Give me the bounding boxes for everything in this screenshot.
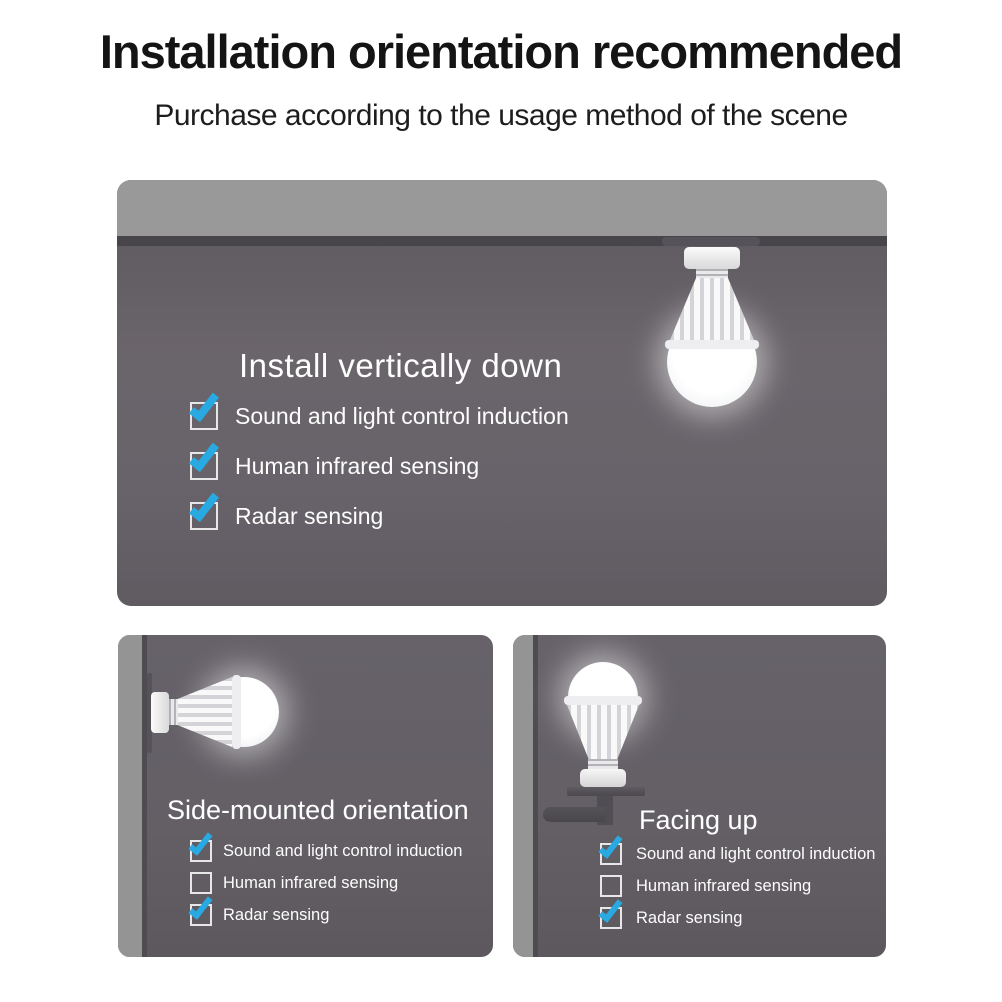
checkmark-icon	[188, 829, 212, 855]
panel-title: Facing up	[639, 805, 758, 835]
checklist-label: Sound and light control induction	[235, 402, 569, 429]
bulb-rim	[665, 340, 759, 349]
checklist-label: Sound and light control induction	[636, 844, 876, 863]
panel-install-vertically-down	[117, 180, 887, 606]
checklist-label: Radar sensing	[223, 905, 330, 924]
page-title: Installation orientation recommended	[99, 25, 903, 78]
bulb-rim	[564, 696, 642, 705]
checklist-item	[600, 843, 875, 865]
bulb-rim	[232, 675, 241, 749]
bulb-hanging-down-illustration	[665, 247, 759, 407]
checkbox	[190, 904, 212, 926]
checklist-label: Sound and light control induction	[223, 841, 463, 860]
wall-surface	[118, 635, 142, 957]
mount-rail	[662, 237, 760, 246]
checkbox	[600, 907, 622, 929]
bulb-screw-collar	[696, 269, 728, 278]
checkmark-icon	[188, 893, 212, 919]
wall-edge-shadow	[533, 635, 538, 957]
bulb-socket	[580, 769, 626, 787]
table-foot	[543, 807, 605, 822]
checklist-item	[190, 872, 462, 894]
checklist-label: Human infrared sensing	[636, 876, 812, 895]
checklist-label: Radar sensing	[636, 908, 743, 927]
page-subtitle: Purchase according to the usage method of the scene	[154, 99, 848, 132]
bulb-socket	[151, 692, 169, 733]
checklist-item	[190, 402, 569, 430]
checklist-item	[190, 904, 462, 926]
bulb-ribbed-body	[567, 705, 639, 759]
checklist-item	[190, 502, 569, 530]
bulb-screw-collar	[588, 759, 618, 769]
checklist-item	[190, 840, 462, 862]
checklist-label: Human infrared sensing	[223, 873, 399, 892]
bulb-socket	[684, 247, 740, 269]
bulb-screw-collar	[169, 699, 178, 725]
checklist-item	[190, 452, 569, 480]
checkmark-icon	[598, 832, 622, 858]
checkmark-icon	[189, 489, 219, 522]
checklist-label: Radar sensing	[235, 502, 384, 529]
checkbox	[190, 872, 212, 894]
wall-surface	[513, 635, 533, 957]
bulb-ribbed-body	[178, 677, 232, 747]
table-shelf	[567, 787, 645, 796]
checklist-item	[600, 875, 875, 897]
ceiling-shadow	[117, 236, 887, 246]
checkbox	[190, 502, 218, 530]
panel-facing-up	[513, 635, 886, 957]
bulb-facing-up-illustration	[564, 662, 642, 787]
checkbox	[190, 840, 212, 862]
checklist-label: Human infrared sensing	[235, 452, 480, 479]
ceiling-surface	[117, 180, 887, 236]
bulb-ribbed-body	[670, 278, 754, 340]
checklist-item	[600, 907, 875, 929]
checklist	[190, 402, 569, 530]
panel-title: Install vertically down	[239, 347, 563, 384]
checkmark-icon	[189, 439, 219, 472]
checkbox	[190, 452, 218, 480]
panel-title: Side-mounted orientation	[167, 795, 469, 825]
checkmark-icon	[189, 389, 219, 422]
checkmark-icon	[598, 896, 622, 922]
panel-side-mounted	[118, 635, 493, 957]
bulb-side-mounted-illustration	[151, 672, 279, 752]
checklist	[600, 843, 875, 929]
checkbox	[600, 843, 622, 865]
checkbox	[190, 402, 218, 430]
checklist	[190, 840, 462, 926]
checkbox	[600, 875, 622, 897]
